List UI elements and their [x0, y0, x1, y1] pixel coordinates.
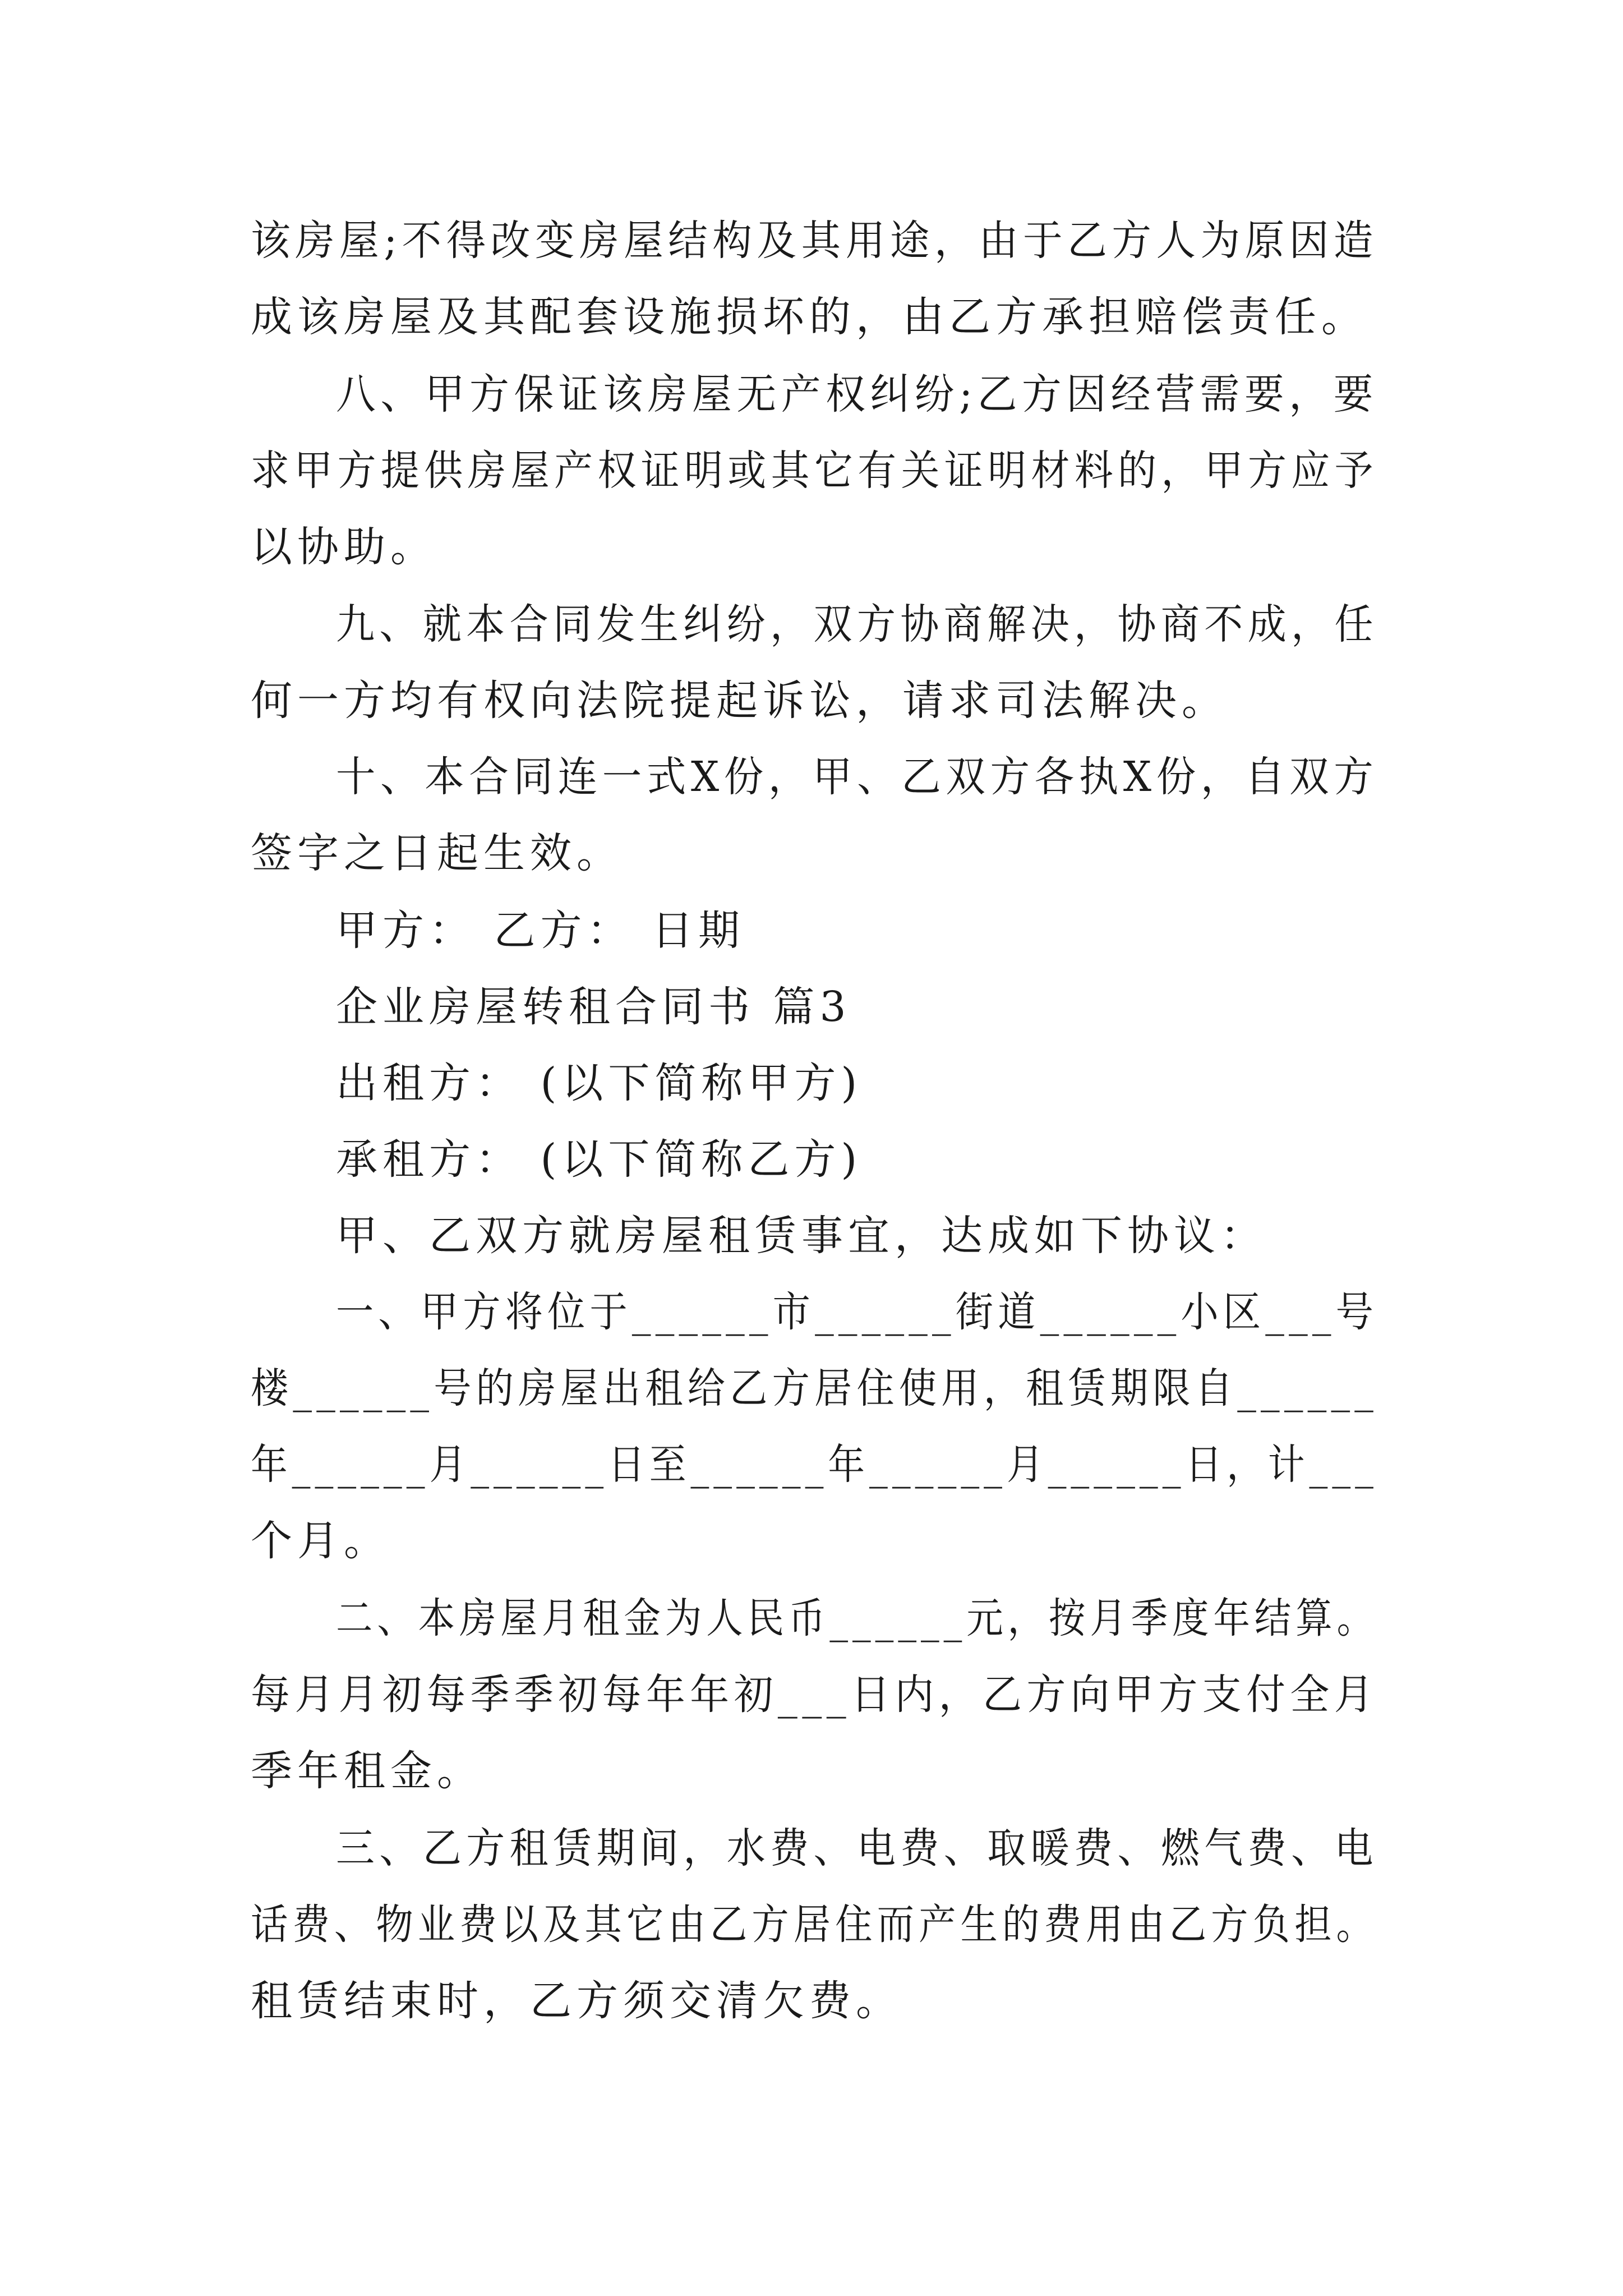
text-line: 成该房屋及其配套设施损坏的，由乙方承担赔偿责任。 [251, 293, 1368, 341]
paragraph-continuation-line [251, 284, 1368, 343]
clause-3-line [251, 1892, 1507, 1951]
text-line: 三、乙方租赁期间，水费、电费、取暖费、燃气费、电 [336, 1824, 1378, 1872]
clause-1-line [251, 1432, 1521, 1491]
clause-10-line [251, 820, 623, 880]
clause-3-line [251, 1968, 902, 2027]
text-line: 出租方： (以下简称甲方) [336, 1059, 863, 1107]
clause-1 [251, 1279, 1483, 1338]
text-line: 签字之日起生效。 [251, 829, 623, 877]
signature-line [251, 898, 745, 957]
text-line: 该房屋;不得改变房屋结构及其用途，由于乙方人为原因造 [251, 217, 1378, 265]
agreement-intro [251, 1203, 1267, 1262]
clause-1-line [251, 1355, 1491, 1415]
lessee-line [251, 1126, 862, 1186]
text-line: 甲方： 乙方： 日期 [336, 907, 745, 955]
clause-3 [251, 1815, 1453, 1875]
paragraph-continuation [251, 208, 1433, 267]
clause-8-line [251, 514, 437, 573]
text-line: 甲、乙双方就房屋租赁事宜，达成如下协议： [336, 1212, 1267, 1260]
text-line: 话费、物业费以及其它由乙方居住而产生的费用由乙方负担。 [251, 1901, 1378, 1949]
text-line: 二、本房屋月租金为人民币______元，按月季度年结算。 [336, 1594, 1378, 1642]
text-line: 八、甲方保证该房屋无产权纠纷;乙方因经营需要，要 [336, 370, 1378, 418]
text-line: 一、甲方将位于______市______街道______小区___号 [336, 1288, 1378, 1336]
text-line: 求甲方提供房屋产权证明或其它有关证明材料的，甲方应予 [251, 447, 1378, 495]
text-line: 租赁结束时，乙方须交清欠费。 [251, 1977, 902, 2025]
clause-2-line [251, 1738, 483, 1797]
text-line: 以协助。 [251, 523, 437, 571]
clause-8 [251, 361, 1426, 421]
text-line: 年______月______日至______年______月______日，计___ [251, 1441, 1378, 1489]
lessor-line [251, 1050, 862, 1110]
text-line: 何一方均有权向法院提起诉讼，请求司法解决。 [251, 677, 1228, 725]
clause-8-line [251, 438, 1461, 497]
text-line: 企业房屋转租合同书 篇3 [336, 983, 851, 1031]
clause-2 [251, 1585, 1515, 1645]
text-line: 季年租金。 [251, 1747, 483, 1795]
text-line: 个月。 [251, 1517, 390, 1565]
clause-1-line [251, 1508, 390, 1567]
clause-9 [251, 591, 1453, 651]
clause-2-line [251, 1662, 1445, 1721]
clause-10 [251, 744, 1429, 803]
text-line: 每月月初每季季初每年年初___日内，乙方向甲方支付全月 [251, 1671, 1378, 1719]
text-line: 九、就本合同发生纠纷，双方协商解决，协商不成，任 [336, 600, 1378, 648]
text-line: 承租方： (以下简称乙方) [336, 1135, 863, 1184]
section-title [251, 974, 851, 1033]
text-line: 楼______号的房屋出租给乙方居住使用，租赁期限自______ [251, 1364, 1378, 1412]
text-line: 十、本合同连一式X份，甲、乙双方各执X份，自双方 [336, 753, 1378, 801]
clause-9-line [251, 668, 1228, 727]
